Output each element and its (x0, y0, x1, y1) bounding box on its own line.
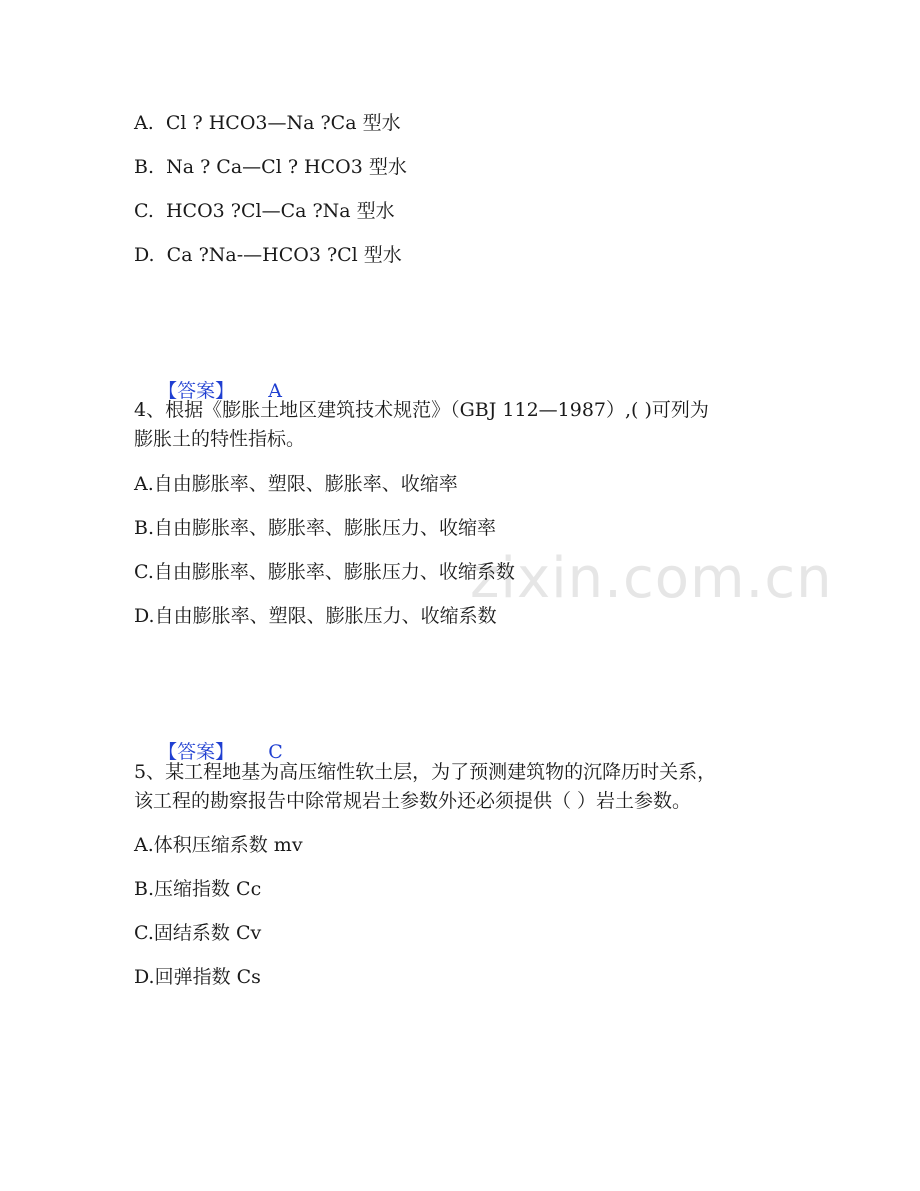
q5-stem-line2: 该工程的勘察报告中除常规岩土参数外还必须提供（ ）岩土参数。 (134, 790, 692, 812)
q3-option-a: A. Cl ? HCO3—Na ?Ca 型水 (134, 112, 401, 134)
q5-option-a: A.体积压缩系数 mv (134, 834, 303, 856)
q4-option-c: C.自由膨胀率、膨胀率、膨胀压力、收缩系数 (134, 561, 515, 583)
q4-option-d: D.自由膨胀率、塑限、膨胀压力、收缩系数 (134, 605, 497, 627)
q5-option-b: B.压缩指数 Cc (134, 878, 262, 900)
q3-option-b: B. Na ? Ca—Cl ? HCO3 型水 (134, 156, 407, 178)
q4-answer-label: 【答案】 (158, 741, 235, 763)
q4-answer-value: C (268, 741, 283, 763)
q3-option-d: D. Ca ?Na-—HCO3 ?Cl 型水 (134, 244, 402, 266)
q3-option-c: C. HCO3 ?Cl—Ca ?Na 型水 (134, 200, 395, 222)
q5-option-c: C.固结系数 Cv (134, 922, 262, 944)
q4-stem-line1: 4、根据《膨胀土地区建筑技术规范》（GBJ 112—1987）,( )可列为 (134, 399, 709, 421)
q4-stem-line2: 膨胀土的特性指标。 (134, 428, 306, 450)
q5-stem-line1: 5、某工程地基为高压缩性软土层，为了预测建筑物的沉降历时关系， (134, 761, 717, 783)
q3-answer-value: A (268, 380, 282, 402)
q3-answer-label: 【答案】 (158, 380, 235, 402)
q5-option-d: D.回弹指数 Cs (134, 966, 261, 988)
watermark: zixin.com.cn (470, 546, 833, 611)
q4-option-b: B.自由膨胀率、膨胀率、膨胀压力、收缩率 (134, 517, 497, 539)
q4-option-a: A.自由膨胀率、塑限、膨胀率、收缩率 (134, 473, 458, 495)
